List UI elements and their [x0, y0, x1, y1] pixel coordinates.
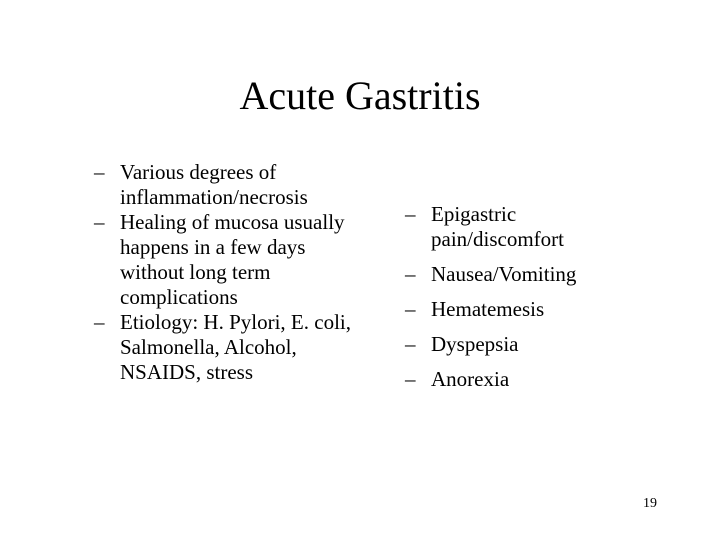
left-bullet-list [94, 160, 354, 385]
bullet-dash: – [405, 202, 416, 226]
bullet-text: Various degrees of inflammation/necrosis [120, 160, 308, 209]
page-number: 19 [643, 496, 657, 511]
bullet-text: Nausea/Vomiting [431, 262, 577, 286]
bullet-dash: – [405, 262, 416, 286]
list-item [405, 367, 635, 392]
bullet-dash: – [94, 160, 105, 184]
slide-title: Acute Gastritis [239, 73, 481, 118]
bullet-dash: – [405, 332, 416, 356]
bullet-text: Healing of mucosa usually happens in a few days without long term complications [120, 210, 345, 309]
bullet-dash: – [94, 310, 105, 334]
list-item [405, 332, 635, 357]
bullet-text: Epigastric pain/discomfort [431, 202, 564, 251]
bullet-text: Anorexia [431, 367, 510, 391]
list-item [405, 262, 635, 287]
bullet-dash: – [405, 367, 416, 391]
bullet-dash: – [405, 297, 416, 321]
list-item [405, 202, 635, 252]
bullet-dash: – [94, 210, 105, 234]
bullet-text: Dyspepsia [431, 332, 519, 356]
bullet-text: Etiology: H. Pylori, E. coli, Salmonella, Alcohol, NSAIDS, stress [120, 310, 351, 384]
list-item [405, 297, 635, 322]
list-item [94, 310, 354, 385]
bullet-text: Hematemesis [431, 297, 545, 321]
list-item [94, 160, 354, 210]
list-item [94, 210, 354, 310]
right-bullet-list [405, 202, 635, 402]
